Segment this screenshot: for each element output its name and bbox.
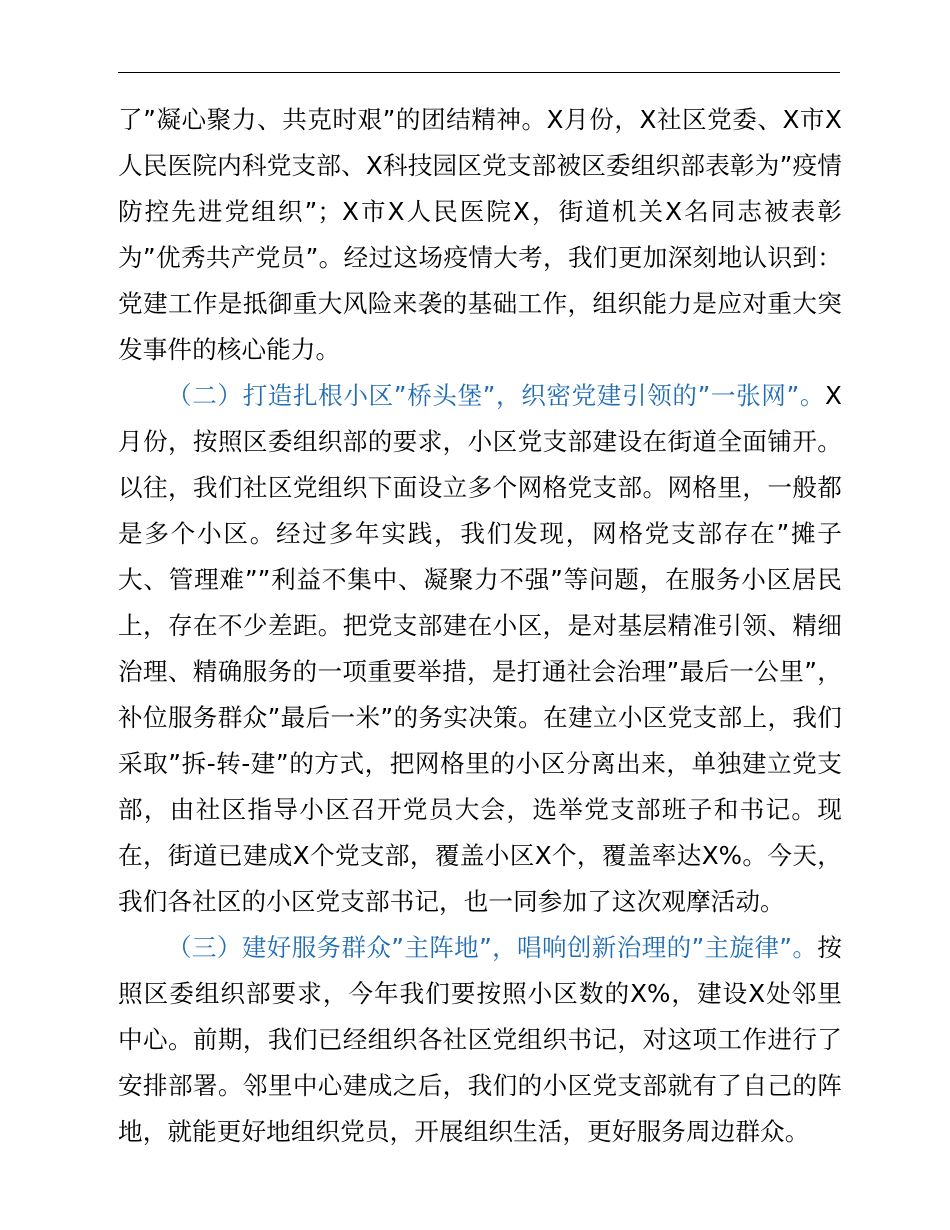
section-2-heading: （二）打造扎根小区”桥头堡”，织密党建引领的”一张网”。 <box>167 381 826 410</box>
section-3-heading: （三）建好服务群众”主阵地”，唱响创新治理的”主旋律”。 <box>167 933 818 962</box>
section-2-paragraph <box>118 373 842 925</box>
document-body <box>118 97 842 1155</box>
header-rule <box>118 72 840 73</box>
paragraph-continuation: 了”凝心聚力、共克时艰”的团结精神。X月份，X社区党委、X市X人民医院内科党支部、X科技园区党支部被区委组织部表彰为”疫情防控先进党组织”；X市X人民医院X，街道机关X名同志被表彰为”优秀共产党员”。经过这场疫情大考，我们更加深刻地认识到：党建工作是抵御重大风险来袭的基础工作，组织能力是应对重大突发事件的核心能力。 <box>118 105 842 364</box>
section-3-paragraph <box>118 925 842 1155</box>
section-2-body: X月份，按照区委组织部的要求，小区党支部建设在街道全面铺开。以往，我们社区党组织下面设立多个网格党支部。网格里，一般都是多个小区。经过多年实践，我们发现，网格党支部存在”摊子大、管理难””利益不集中、凝聚力不强”等问题，在服务小区居民上，存在不少差距。把党支部建在小区，是对基层精准引领、精细治理、精确服务的一项重要举措，是打通社会治理”最后一公里”，补位服务群众”最后一米”的务实决策。在建立小区党支部上，我们采取”拆-转-建”的方式，把网格里的小区分离出来，单独建立党支部，由社区指导小区召开党员大会，选举党支部班子和书记。现在，街道已建成X个党支部，覆盖小区X个，覆盖率达X%。今天，我们各社区的小区党支部书记，也一同参加了这次观摩活动。 <box>118 381 842 916</box>
section-3-body: 按照区委组织部要求，今年我们要按照小区数的X%，建设X处邻里中心。前期，我们已经组织各社区党组织书记，对这项工作进行了安排部署。邻里中心建成之后，我们的小区党支部就有了自己的阵地，就能更好地组织党员，开展组织生活，更好服务周边群众。 <box>118 933 842 1146</box>
